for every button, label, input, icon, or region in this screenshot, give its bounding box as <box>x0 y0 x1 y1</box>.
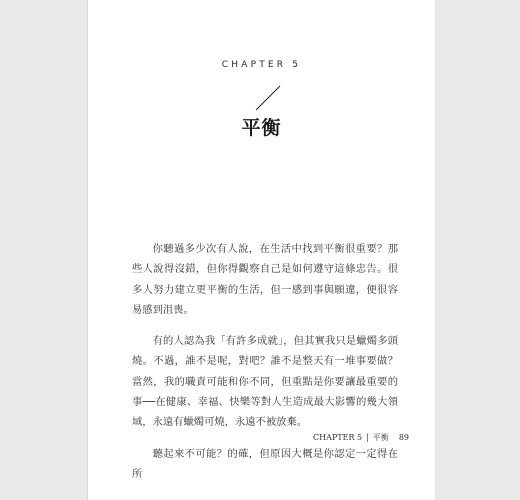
chapter-label: CHAPTER 5 <box>221 60 302 70</box>
paragraph: 聽起來不可能？的確，但原因大概是你認定一定得在所 <box>132 447 398 480</box>
footer-chapter: CHAPTER 5 <box>313 433 363 442</box>
slash-divider <box>250 84 286 112</box>
chapter-title: 平衡 <box>241 117 282 139</box>
running-footer <box>313 432 409 443</box>
book-page <box>87 0 435 500</box>
body-text <box>132 239 398 484</box>
paragraph: 有的人認為我「有許多成就」，但其實我只是蠟燭多頭燒。不過，誰不是呢，對吧？誰不是整天有一堆事要做？當然，我的職責可能和你不同，但重點是你要讓最重要的事──在健康、幸福、快樂等對人生造成最大影響的幾大領域，永遠有蠟燭可燒，永遠不被放棄。 <box>132 335 398 429</box>
footer-separator: | <box>366 433 369 442</box>
paragraph: 你聽過多少次有人說，在生活中找到平衡很重要？那些人說得沒錯，但你得觀察自己是如何遵守這條忠告。很多人努力建立更平衡的生活，但一感到事與願違，便很容易感到沮喪。 <box>132 243 398 316</box>
footer-title: 平衡 <box>372 433 389 442</box>
page-number: 89 <box>398 433 409 442</box>
